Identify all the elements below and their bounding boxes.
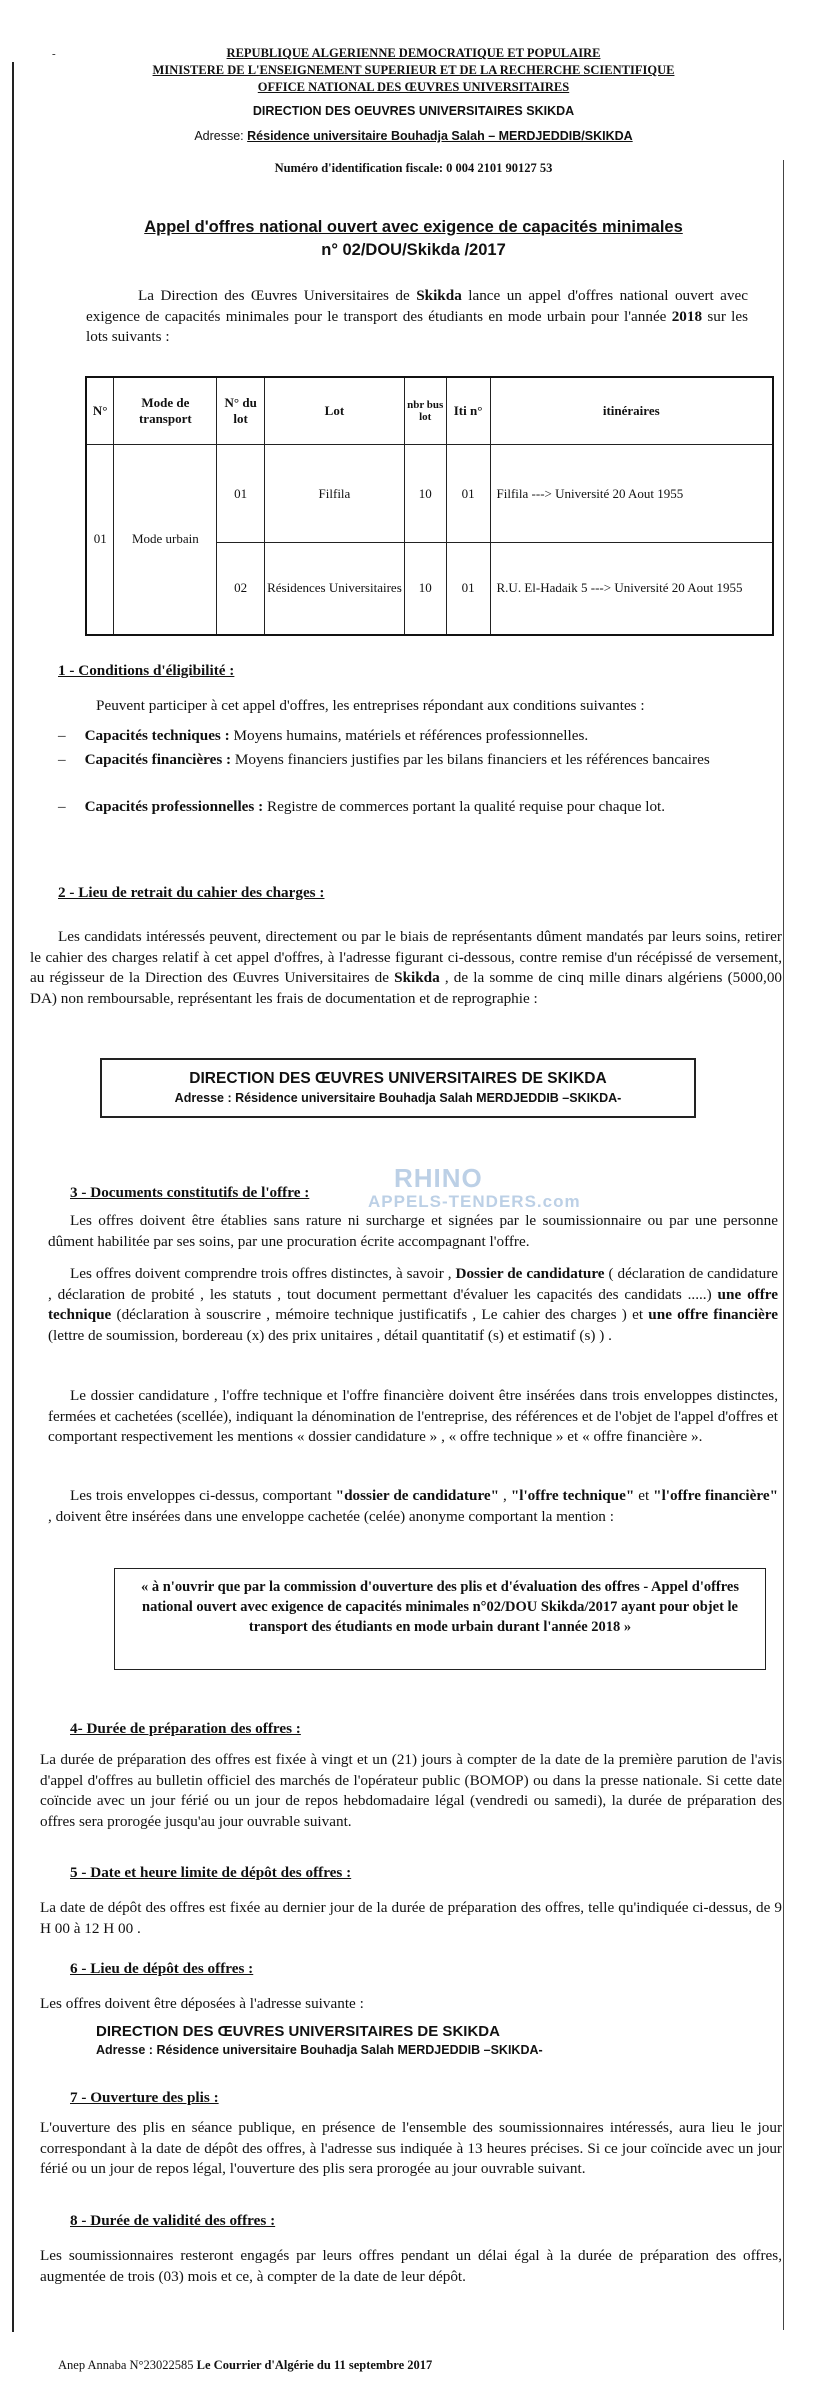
col-mode: Mode de transport (114, 377, 217, 445)
section-1-intro: Peuvent participer à cet appel d'offres, les entreprises répondant aux conditions suivantes : (96, 697, 645, 714)
cell-lot-no: 02 (217, 543, 265, 635)
intro-paragraph: La Direction des Œuvres Universitaires de Skikda lance un appel d'offres national ouvert avec exigence de capacités minimales pour le transport des étudiants en mode urbain pour l'année 2018 sur les lots suivants : (86, 287, 748, 345)
section-2-title: 2 - Lieu de retrait du cahier des charges : (58, 884, 325, 901)
section-5-paragraph: La date de dépôt des offres est fixée au dernier jour de la durée de préparation des offres, telle qu'indiquée ci-dessus, de 9 H 00 à 12 H 00 . (40, 1899, 782, 1937)
list-item: – Capacités financières : Moyens financiers justifies par les bilans financiers et les références bancaires (58, 751, 710, 768)
footer-anep: Anep Annaba N°23022585 (58, 2358, 197, 2372)
section-6-title: 6 - Lieu de dépôt des offres : (70, 1960, 254, 1977)
section-3-p1: Les offres doivent être établies sans rature ni surcharge et signées par le soumissionnaire ou par une personne dûment habilitée par ses soins, par une procuration écrite accompagnant l'offre. (48, 1212, 778, 1250)
section-4-paragraph: La durée de préparation des offres est fixée à vingt et un (21) jours à compter de la date de la première parution de l'avis d'appel d'offres au bulletin officiel des marchés de l'opérateur public (BOMOP) ou dans la presse nationale. Si cette date coïncide avec un jour férié ou un jour de repos hebdomadaire légal (vendredi ou samedi), la durée de préparation des offres sera prorogée jusqu'au jour ouvrable suivant. (40, 1751, 782, 1830)
right-border-line (783, 160, 784, 2330)
watermark: RHINO APPELS-TENDERS.com (368, 1163, 581, 1211)
cell-lot-no: 01 (217, 445, 265, 543)
box-direction: DIRECTION DES ŒUVRES UNIVERSITAIRES DE SKIKDA (189, 1070, 607, 1087)
section-4-title: 4- Durée de préparation des offres : (70, 1720, 301, 1737)
envelope-mention-box (114, 1568, 766, 1670)
footer-newspaper: Le Courrier d'Algérie du 11 septembre 2017 (196, 2358, 433, 2372)
section-7-title: 7 - Ouverture des plis : (70, 2089, 219, 2106)
header-address (0, 129, 827, 143)
cell-row-no: 01 (86, 445, 114, 635)
list-item: – Capacités professionnelles : Registre de commerces portant la qualité requise pour chaque lot. (58, 798, 666, 815)
header-direction: DIRECTION DES OEUVRES UNIVERSITAIRES SKIKDA (252, 104, 575, 118)
section-1-title: 1 - Conditions d'éligibilité : (58, 662, 235, 679)
col-itineraries: itinéraires (490, 377, 773, 445)
left-border-line (12, 62, 14, 2332)
withdrawal-address-box (100, 1058, 696, 1118)
section-6-paragraph: Les offres doivent être déposées à l'adresse suivante : (40, 1995, 364, 2012)
col-no: N° (86, 377, 114, 445)
table-header-row (86, 377, 773, 445)
box-address: Adresse : Résidence universitaire Bouhadja Salah MERDJEDDIB –SKIKDA- (174, 1091, 622, 1105)
section-8-paragraph: Les soumissionnaires resteront engagés par leurs offres pendant un délai égal à la durée de préparation des offres, augmentée de trois (03) mois et ce, à compter de la date de leur dépôt. (40, 2247, 782, 2285)
cell-itinerary: R.U. El-Hadaik 5 ---> Université 20 Aout 1955 (490, 543, 773, 635)
footer-credit (58, 2358, 432, 2373)
col-nbr-bus: nbr bus lot (404, 377, 446, 445)
header-republic: REPUBLIQUE ALGERIENNE DEMOCRATIQUE ET POPULAIRE (226, 46, 601, 60)
table-row (86, 445, 773, 543)
section-5-title: 5 - Date et heure limite de dépôt des offres : (70, 1864, 352, 1881)
col-lot-no: N° du lot (217, 377, 265, 445)
cell-mode: Mode urbain (114, 445, 217, 635)
header-ministry: MINISTERE DE L'ENSEIGNEMENT SUPERIEUR ET DE LA RECHERCHE SCIENTIFIQUE (152, 63, 675, 77)
section-3-p2: Les offres doivent comprendre trois offres distinctes, à savoir , Dossier de candidature ( déclaration de candidature , déclaration de probité , les statuts , tout document permettant d'évaluer les capacités des candidats .....) une offre technique (déclaration à souscrire , mémoire technique justificatifs , Le cahier des charges ) et une offre financière (lettre de soumission, bordereau (x) des prix unitaires , détail quantitatif (s) et estimatif (s) ) . (48, 1265, 778, 1344)
cell-itinerary: Filfila ---> Université 20 Aout 1955 (490, 445, 773, 543)
cell-iti: 01 (446, 445, 490, 543)
header-office: OFFICE NATIONAL DES ŒUVRES UNIVERSITAIRES (257, 80, 570, 94)
cell-nbr: 10 (404, 543, 446, 635)
cell-iti: 01 (446, 543, 490, 635)
section-3-title: 3 - Documents constitutifs de l'offre : (70, 1184, 310, 1201)
notice-number: n° 02/DOU/Skikda /2017 (321, 241, 506, 259)
section-3-p3: Le dossier candidature , l'offre technique et l'offre financière doivent être insérées dans trois enveloppes distinctes, fermées et cachetées (scellée), indiquant la dénomination de l'entreprise, des références et de l'objet de l'appel d'offres et comportant respectivement les mentions « dossier candidature » , « offre technique » et « offre financière ». (48, 1387, 778, 1445)
address-label: Adresse: (194, 129, 244, 143)
deposit-direction: DIRECTION DES ŒUVRES UNIVERSITAIRES DE SKIKDA (96, 2023, 500, 2040)
cell-nbr: 10 (404, 445, 446, 543)
section-8-title: 8 - Durée de validité des offres : (70, 2212, 276, 2229)
section-7-paragraph: L'ouverture des plis en séance publique, en présence de l'ensemble des soumissionnaires intéressés, aura lieu le jour correspondant à la date de dépôt des offres, à l'adresse sus indiquée à 13 heures précises. Si ce jour coïncide avec un jour férié ou un jour de repos légal, l'ouverture des plis sera prorogée au jour ouvrable suivant. (40, 2119, 782, 2177)
envelope-mention: « à n'ouvrir que par la commission d'ouverture des plis et d'évaluation des offres - Appel d'offres national ouvert avec exigence de capacités minimales n°02/DOU Skikda/2017 ayant pour objet le transport des étudiants en mode urbain durant l'année 2018 » (140, 1579, 740, 1635)
section-3-p4: Les trois enveloppes ci-dessus, comportant "dossier de candidature" , "l'offre technique" et "l'offre financière" , doivent être insérées dans une enveloppe cachetée (celée) anonyme comportant la mention : (48, 1487, 778, 1525)
notice-title: Appel d'offres national ouvert avec exigence de capacités minimales (144, 218, 683, 236)
cell-lot: Filfila (265, 445, 405, 543)
list-item: – Capacités techniques : Moyens humains, matériels et références professionnelles. (58, 727, 589, 744)
deposit-address: Adresse : Résidence universitaire Bouhadja Salah MERDJEDDIB –SKIKDA- (96, 2043, 543, 2057)
col-lot: Lot (265, 377, 405, 445)
col-iti: Iti n° (446, 377, 490, 445)
cell-lot: Résidences Universitaires (265, 543, 405, 635)
section-2-paragraph: Les candidats intéressés peuvent, directement ou par le biais de représentants dûment mandatés par leurs soins, retirer le cahier des charges relatif à cet appel d'offres, à l'adresse figurant ci-dessous, contre remise d'un récépissé de versement, au régisseur de la Direction des Œuvres Universitaires de Skikda , de la somme de cinq mille dinars algériens (5000,00 DA) non remboursable, représentant les frais de documentation et de reprographie : (30, 928, 783, 1007)
header-nif: Numéro d'identification fiscale: 0 004 2101 90127 53 (274, 161, 553, 175)
address-value: Résidence universitaire Bouhadja Salah – MERDJEDDIB/SKIKDA (247, 129, 633, 143)
corner-mark: - (52, 48, 56, 60)
lots-table (85, 376, 774, 636)
